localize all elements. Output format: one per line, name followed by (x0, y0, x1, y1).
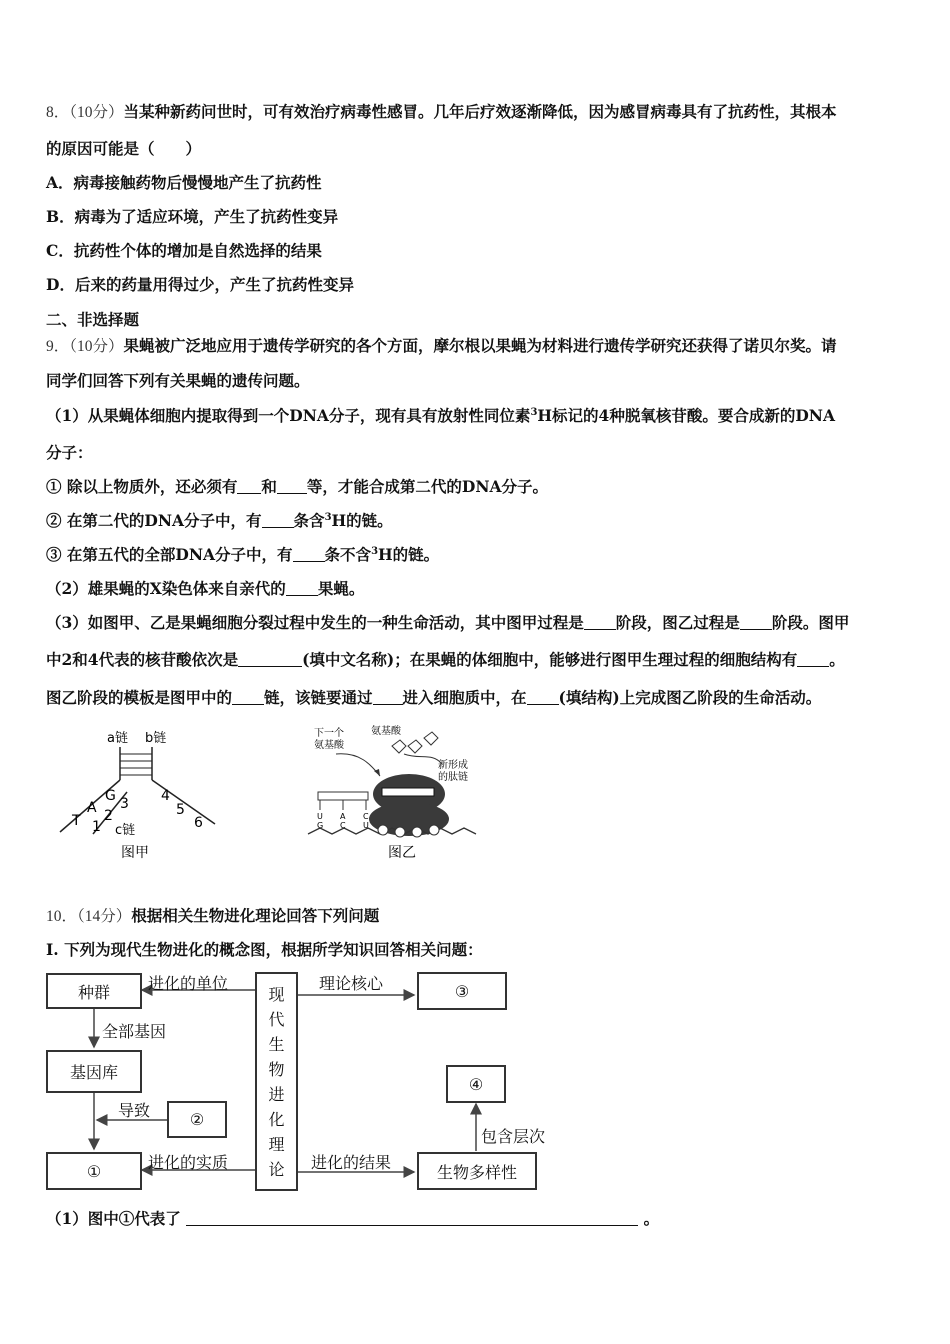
part-label: I. (46, 940, 59, 959)
base-number: 1 (92, 819, 101, 835)
levels-label: 包含层次 (481, 1127, 546, 1146)
figure-jia-caption: 图甲 (121, 845, 149, 861)
q9-p1-text-b: H标记的4种脱氧核苷酸。要合成新的DNA (537, 406, 835, 425)
option-key: B． (46, 207, 75, 226)
option-text: 病毒为了适应环境，产生了抗药性变异 (74, 207, 339, 226)
circle2-box: ② (167, 1101, 227, 1138)
q9-s1-text-a: ① 除以上物质外，还必须有 (46, 477, 238, 496)
anticodon-base: C (363, 812, 369, 821)
q9-p3-text-1a: （3）如图甲、乙是果蝇细胞分裂过程中发生的一种生命活动，其中图甲过程是 (46, 613, 584, 632)
peptide-label: 新形成 (438, 760, 468, 771)
option-key: D． (46, 275, 75, 294)
q9-s2-text-a: ② 在第二代的DNA分子中，有 (46, 511, 262, 530)
a-chain-label: a链 (107, 731, 128, 746)
base-letter: T (72, 813, 81, 829)
b-chain-label: b链 (145, 731, 167, 746)
figure-yi-caption: 图乙 (388, 845, 416, 861)
q10-stem-text: 根据相关生物进化理论回答下列问题 (131, 906, 380, 925)
q10-part1-text: 下列为现代生物进化的概念图，根据所学知识回答相关问题： (64, 940, 483, 959)
superscript: 3 (324, 512, 332, 523)
section-title: 二、非选择题 (46, 310, 140, 329)
next-aa-label: 氨基酸 (314, 740, 344, 751)
unit-label: 进化的单位 (148, 974, 229, 993)
q9-s3-text-a: ③ 在第五代的全部DNA分子中，有 (46, 545, 293, 564)
q8-stem-line2: 的原因可能是（ ） (46, 139, 202, 158)
all-genes-label: 全部基因 (102, 1022, 167, 1041)
aa-label: 氨基酸 (371, 726, 401, 737)
codon-base: U (363, 821, 369, 830)
result-label: 进化的结果 (311, 1153, 392, 1172)
c-chain-label: c链 (115, 823, 136, 838)
q9-p3-text-2b: (填中文名称)；在果蝇的体细胞中，能够进行图甲生理过程的细胞结构有 (302, 650, 798, 669)
q9-p3-text-1c: 阶段。图甲 (771, 613, 850, 632)
codon-base: C (340, 821, 346, 830)
q9-s2-text-b: 条含 (293, 511, 325, 530)
codon-base: G (317, 821, 324, 830)
q9-s3-text-b: 条不含 (324, 545, 372, 564)
q8-stem-text-1: 当某种新药问世时，可有效治疗病毒性感冒。几年后疗效逐渐降低，因为感冒病毒具有了抗药性，其根本 (123, 102, 837, 121)
superscript: 3 (530, 407, 538, 418)
base-number: 4 (161, 788, 170, 804)
q9-p3-text-3b: 链，该链要通过 (264, 688, 373, 707)
q9-p3-text-3a: 图乙阶段的模板是图甲中的 (46, 688, 233, 707)
option-text: 病毒接触药物后慢慢地产生了抗药性 (73, 173, 322, 192)
circle3-box: ③ (417, 972, 507, 1010)
answer-blank[interactable] (186, 1210, 638, 1226)
base-letter: G (105, 788, 116, 804)
base-number: 6 (194, 815, 203, 831)
center-theory-box (255, 972, 298, 1191)
q10-sub1-text-b: 。 (643, 1209, 660, 1228)
option-key: A． (46, 173, 74, 192)
q9-p3-text-3c: 进入细胞质中，在 (402, 688, 527, 707)
q10-number: 10．（14分） (46, 908, 132, 925)
circle4-box: ④ (446, 1065, 506, 1103)
base-letter: A (87, 800, 97, 816)
diversity-box: 生物多样性 (417, 1152, 537, 1190)
q8-number: 8．（10分） (46, 104, 124, 121)
q9-p1-text-a: （1）从果蝇体细胞内提取得到一个DNA分子，现有具有放射性同位素 (46, 406, 531, 425)
q9-p2-text-a: （2）雄果蝇的X染色体来自亲代的 (46, 579, 286, 598)
q9-p2-text-b: 果蝇。 (317, 579, 365, 598)
q9-part1-line2: 分子： (46, 443, 93, 462)
next-aa-label: 下一个 (314, 728, 344, 739)
q9-p3-text-1b: 阶段，图乙过程是 (615, 613, 740, 632)
q9-s1-text-b: 和 (261, 477, 277, 496)
gene-pool-box: 基因库 (46, 1050, 142, 1093)
q9-stem-line2: 同学们回答下列有关果蝇的遗传问题。 (46, 371, 310, 390)
q10-sub1 (46, 1209, 659, 1229)
base-number: 2 (104, 808, 113, 824)
option-text: 抗药性个体的增加是自然选择的结果 (73, 241, 322, 260)
option-key: C． (46, 241, 74, 260)
population-box: 种群 (46, 973, 142, 1009)
q10-sub1-text-a: （1）图中①代表了 (46, 1209, 181, 1228)
anticodon-base: U (317, 812, 323, 821)
base-number: 3 (120, 796, 129, 812)
q9-number: 9．（10分） (46, 338, 124, 355)
peptide-label: 的肽链 (438, 772, 468, 783)
lead-label: 导致 (118, 1101, 151, 1120)
q9-s3-text-c: H的链。 (378, 545, 440, 564)
superscript: 3 (371, 546, 379, 557)
q9-s1-text-c: 等，才能合成第二代的DNA分子。 (306, 477, 549, 496)
q9-p3-text-2a: 中2和4代表的核苷酸依次是 (46, 650, 239, 669)
q9-p3-text-3d: (填结构)上完成图乙阶段的生命活动。 (558, 688, 822, 707)
center-theory-text: 现代生物进化理论 (268, 985, 285, 1179)
q9-stem-text-1: 果蝇被广泛地应用于遗传学研究的各个方面，摩尔根以果蝇为材料进行遗传学研究还获得了诺贝尔奖。请 (123, 336, 837, 355)
option-text: 后来的药量用得过少，产生了抗药性变异 (74, 275, 354, 294)
base-number: 5 (176, 802, 185, 818)
core-label: 理论核心 (319, 974, 384, 993)
circle1-box: ① (46, 1152, 142, 1190)
anticodon-base: A (340, 812, 346, 821)
q9-p3-text-2c: 。 (829, 650, 845, 669)
q9-s2-text-c: H的链。 (331, 511, 393, 530)
essence-label: 进化的实质 (148, 1153, 229, 1172)
